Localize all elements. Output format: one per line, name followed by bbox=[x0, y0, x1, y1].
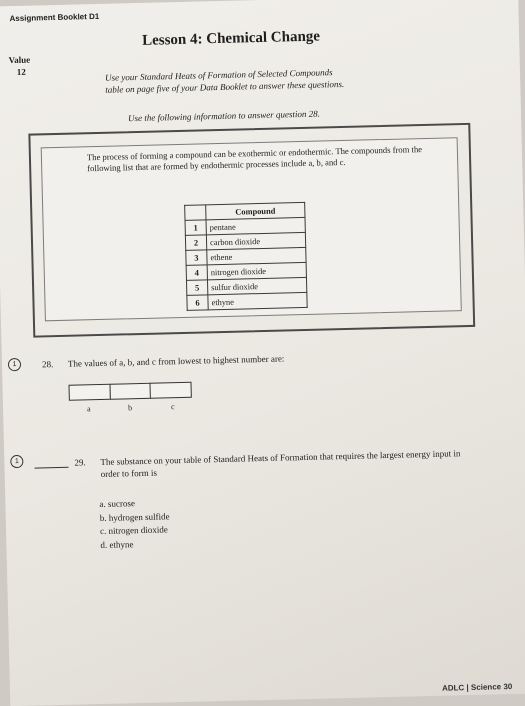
row-compound: nitrogen dioxide bbox=[207, 262, 306, 279]
option-d: d. ethyne bbox=[100, 538, 134, 550]
row-compound: pentane bbox=[206, 217, 305, 234]
question-28-text: The values of a, b, and c from lowest to highest number are: bbox=[67, 353, 285, 369]
answer-letter-c: c bbox=[170, 402, 175, 412]
row-compound: sulfur dioxide bbox=[207, 277, 306, 294]
row-number: 6 bbox=[187, 295, 208, 311]
question-29-answer-blank[interactable] bbox=[35, 467, 69, 469]
instruction-line-3: Use the following information to answer question 28. bbox=[127, 108, 321, 124]
option-a: a. sucrose bbox=[99, 498, 136, 510]
lesson-title: Lesson 4: Chemical Change bbox=[141, 28, 321, 49]
row-compound: ethyne bbox=[208, 292, 307, 309]
answer-letter-b: b bbox=[127, 403, 133, 413]
question-28-answer-boxes bbox=[69, 382, 191, 401]
row-number: 1 bbox=[185, 220, 206, 236]
value-number: 12 bbox=[16, 66, 26, 77]
answer-letter-a: a bbox=[86, 404, 91, 414]
compound-table bbox=[184, 202, 308, 311]
answer-box[interactable] bbox=[149, 382, 191, 399]
question-29-text: The substance on your table of Standard Heats of Formation that requires the largest energy input in order to form is bbox=[100, 448, 461, 480]
question-29-number: 29. bbox=[74, 457, 86, 468]
question-28-number: 28. bbox=[41, 359, 54, 370]
option-b: b. hydrogen sulfide bbox=[99, 510, 170, 523]
table-header-compound: Compound bbox=[206, 202, 305, 219]
row-number: 2 bbox=[185, 235, 206, 251]
footer-label: ADLC | Science 30 bbox=[441, 682, 513, 693]
option-c: c. nitrogen dioxide bbox=[99, 524, 168, 537]
value-label: Value bbox=[8, 54, 31, 66]
row-compound: ethene bbox=[207, 247, 306, 264]
row-number: 4 bbox=[186, 265, 207, 281]
row-number: 5 bbox=[186, 280, 207, 296]
information-intro: The process of forming a compound can be exothermic or endothermic. The compounds from the following list that are formed by endothermic processes include a, b, and c. bbox=[86, 144, 423, 174]
instruction-line-1: Use your Standard Heats of Formation of Selected Compounds bbox=[104, 67, 333, 83]
table-row bbox=[187, 292, 307, 310]
row-compound: carbon dioxide bbox=[206, 232, 305, 249]
booklet-label: Assignment Booklet D1 bbox=[9, 11, 100, 24]
mark-value-icon-29: 1 bbox=[10, 455, 23, 468]
instruction-line-2: table on page five of your Data Booklet to answer these questions. bbox=[105, 78, 345, 95]
table-header-number bbox=[185, 205, 206, 221]
answer-box[interactable] bbox=[69, 384, 111, 401]
answer-box[interactable] bbox=[109, 383, 151, 400]
row-number: 3 bbox=[186, 250, 207, 266]
question-29-options bbox=[99, 496, 170, 552]
mark-value-icon-28: 1 bbox=[8, 358, 21, 371]
